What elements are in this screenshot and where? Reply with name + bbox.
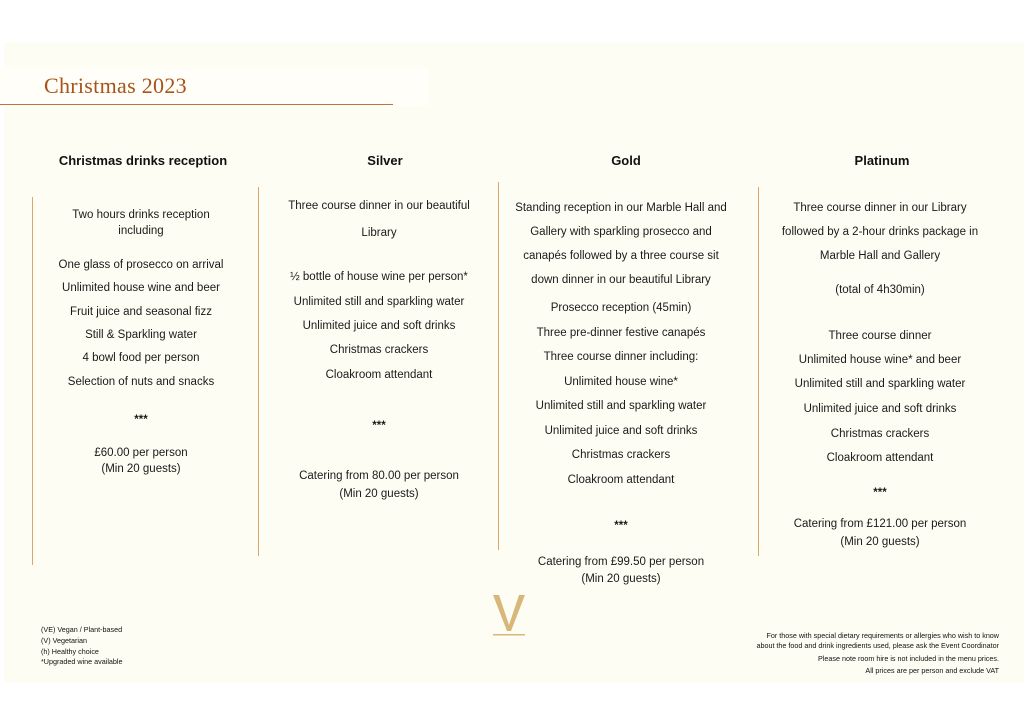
silver-line: Christmas crackers	[329, 344, 429, 356]
divider-platinum	[758, 187, 759, 556]
heading-reception: Christmas drinks reception	[58, 153, 228, 168]
gold-line: Unlimited house wine*	[564, 376, 678, 388]
heading-gold: Gold	[611, 153, 641, 168]
page-title: Christmas 2023	[44, 73, 187, 98]
gold-line: Three pre-dinner festive canapés	[536, 327, 706, 339]
silver-line: Unlimited still and sparkling water	[293, 296, 465, 308]
gold-price: Catering from £99.50 per person	[537, 556, 705, 568]
gold-min-guests: (Min 20 guests)	[581, 573, 661, 585]
platinum-line: Unlimited still and sparkling water	[794, 378, 966, 390]
gold-line: Prosecco reception (45min)	[550, 302, 692, 314]
legend-upgraded-wine: *Upgraded wine available	[41, 657, 123, 666]
gold-line: Three course dinner including:	[543, 351, 699, 363]
footer-vat-note: All prices are per person and exclude VAT	[865, 666, 999, 675]
heading-platinum: Platinum	[854, 153, 910, 168]
divider-silver	[258, 187, 259, 556]
silver-line: Library	[361, 227, 397, 239]
legend-vegan: (VE) Vegan / Plant-based	[41, 625, 123, 634]
silver-min-guests: (Min 20 guests)	[339, 488, 419, 500]
silver-line: Three course dinner in our beautiful	[288, 200, 470, 212]
platinum-line: Unlimited house wine* and beer	[798, 354, 962, 366]
footer-allergy-note: For those with special dietary requirements or allergies who wish to know	[766, 631, 999, 640]
gold-line: canapés followed by a three course sit	[523, 250, 719, 262]
reception-line: Still & Sparkling water	[85, 329, 197, 341]
reception-price: £60.00 per person	[94, 447, 188, 459]
footer-room-hire-note: Please note room hire is not included in the menu prices.	[818, 654, 999, 663]
silver-line: ½ bottle of house wine per person*	[290, 271, 468, 283]
platinum-line: Cloakroom attendant	[826, 452, 934, 464]
divider-gold	[498, 182, 499, 550]
platinum-min-guests: (Min 20 guests)	[840, 536, 920, 548]
platinum-price: Catering from £121.00 per person	[793, 518, 967, 530]
silver-separator: ***	[372, 420, 386, 432]
reception-line: including	[118, 225, 164, 237]
gold-line: Unlimited still and sparkling water	[535, 400, 707, 412]
reception-line: Two hours drinks reception	[72, 209, 210, 221]
reception-line: One glass of prosecco on arrival	[58, 259, 224, 271]
reception-line: Selection of nuts and snacks	[67, 376, 215, 388]
reception-line: 4 bowl food per person	[82, 352, 200, 364]
legend-healthy: (h) Healthy choice	[41, 647, 99, 656]
gold-line: Christmas crackers	[571, 449, 671, 461]
platinum-line: (total of 4h30min)	[835, 284, 925, 296]
platinum-line: Unlimited juice and soft drinks	[803, 403, 957, 415]
reception-min-guests: (Min 20 guests)	[101, 463, 181, 475]
platinum-line: Marble Hall and Gallery	[819, 250, 941, 262]
platinum-separator: ***	[873, 487, 887, 499]
divider-reception	[32, 197, 33, 565]
silver-line: Cloakroom attendant	[325, 369, 433, 381]
heading-silver: Silver	[367, 153, 403, 168]
gold-separator: ***	[614, 520, 628, 532]
footer-allergy-note-2: about the food and drink ingredients used, please ask the Event Coordinator	[756, 641, 999, 650]
platinum-line: followed by a 2-hour drinks package in	[781, 226, 979, 238]
legend-vegetarian: (V) Vegetarian	[41, 636, 87, 645]
platinum-line: Three course dinner in our Library	[793, 202, 967, 214]
gold-line: Cloakroom attendant	[567, 474, 675, 486]
venue-logo-icon	[491, 589, 527, 637]
gold-line: Standing reception in our Marble Hall and	[515, 202, 727, 214]
platinum-line: Christmas crackers	[830, 428, 930, 440]
silver-price: Catering from 80.00 per person	[299, 470, 459, 482]
silver-line: Unlimited juice and soft drinks	[302, 320, 456, 332]
reception-line: Unlimited house wine and beer	[62, 282, 220, 294]
gold-line: Gallery with sparkling prosecco and	[530, 226, 712, 238]
gold-line: Unlimited juice and soft drinks	[544, 425, 698, 437]
platinum-line: Three course dinner	[828, 330, 932, 342]
title-rule	[0, 104, 393, 105]
reception-line: Fruit juice and seasonal fizz	[70, 306, 212, 318]
gold-line: down dinner in our beautiful Library	[531, 274, 711, 286]
reception-separator: ***	[134, 414, 148, 426]
